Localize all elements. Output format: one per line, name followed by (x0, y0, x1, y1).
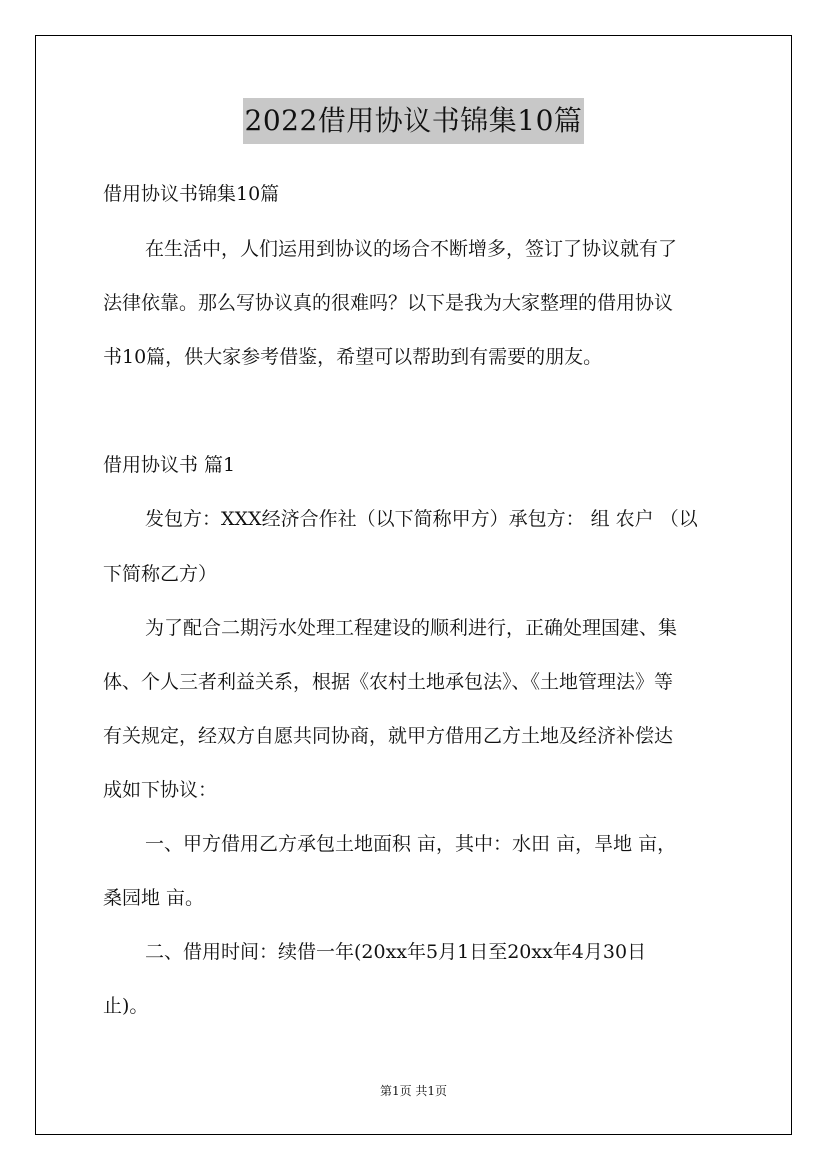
title-container (0, 98, 827, 144)
body-line-4: 体、个人三者利益关系，根据《农村土地承包法》、《土地管理法》等 (103, 671, 674, 693)
body-line-1: 发包方：XXX经济合作社（以下简称甲方）承包方： 组 农户 （以 (145, 508, 698, 530)
body-line-9: 二、借用时间：续借一年(20xx年5月1日至20xx年4月30日 (145, 941, 647, 963)
body-line-7: 一、甲方借用乙方承包土地面积 亩，其中：水田 亩，旱地 亩， (145, 833, 677, 855)
section-heading: 借用协议书 篇1 (103, 454, 236, 476)
intro-line-2: 法律依靠。那么写协议真的很难吗？以下是我为大家整理的借用协议 (103, 292, 674, 314)
intro-line-1: 在生活中，人们运用到协议的场合不断增多，签订了协议就有了 (145, 238, 678, 260)
body-line-10: 止)。 (103, 995, 149, 1017)
document-subtitle: 借用协议书锦集10篇 (103, 183, 280, 205)
document-title: 2022借用协议书锦集10篇 (243, 98, 585, 144)
body-line-6: 成如下协议： (103, 779, 218, 801)
body-line-8: 桑园地 亩。 (103, 887, 205, 909)
page-footer: 第1页 共1页 (379, 1084, 448, 1098)
body-line-2: 下简称乙方） (103, 563, 218, 585)
body-line-5: 有关规定，经双方自愿共同协商，就甲方借用乙方土地及经济补偿达 (103, 725, 674, 747)
intro-line-3: 书10篇，供大家参考借鉴，希望可以帮助到有需要的朋友。 (103, 346, 603, 368)
body-line-3: 为了配合二期污水处理工程建设的顺利进行，正确处理国建、集 (145, 617, 678, 639)
